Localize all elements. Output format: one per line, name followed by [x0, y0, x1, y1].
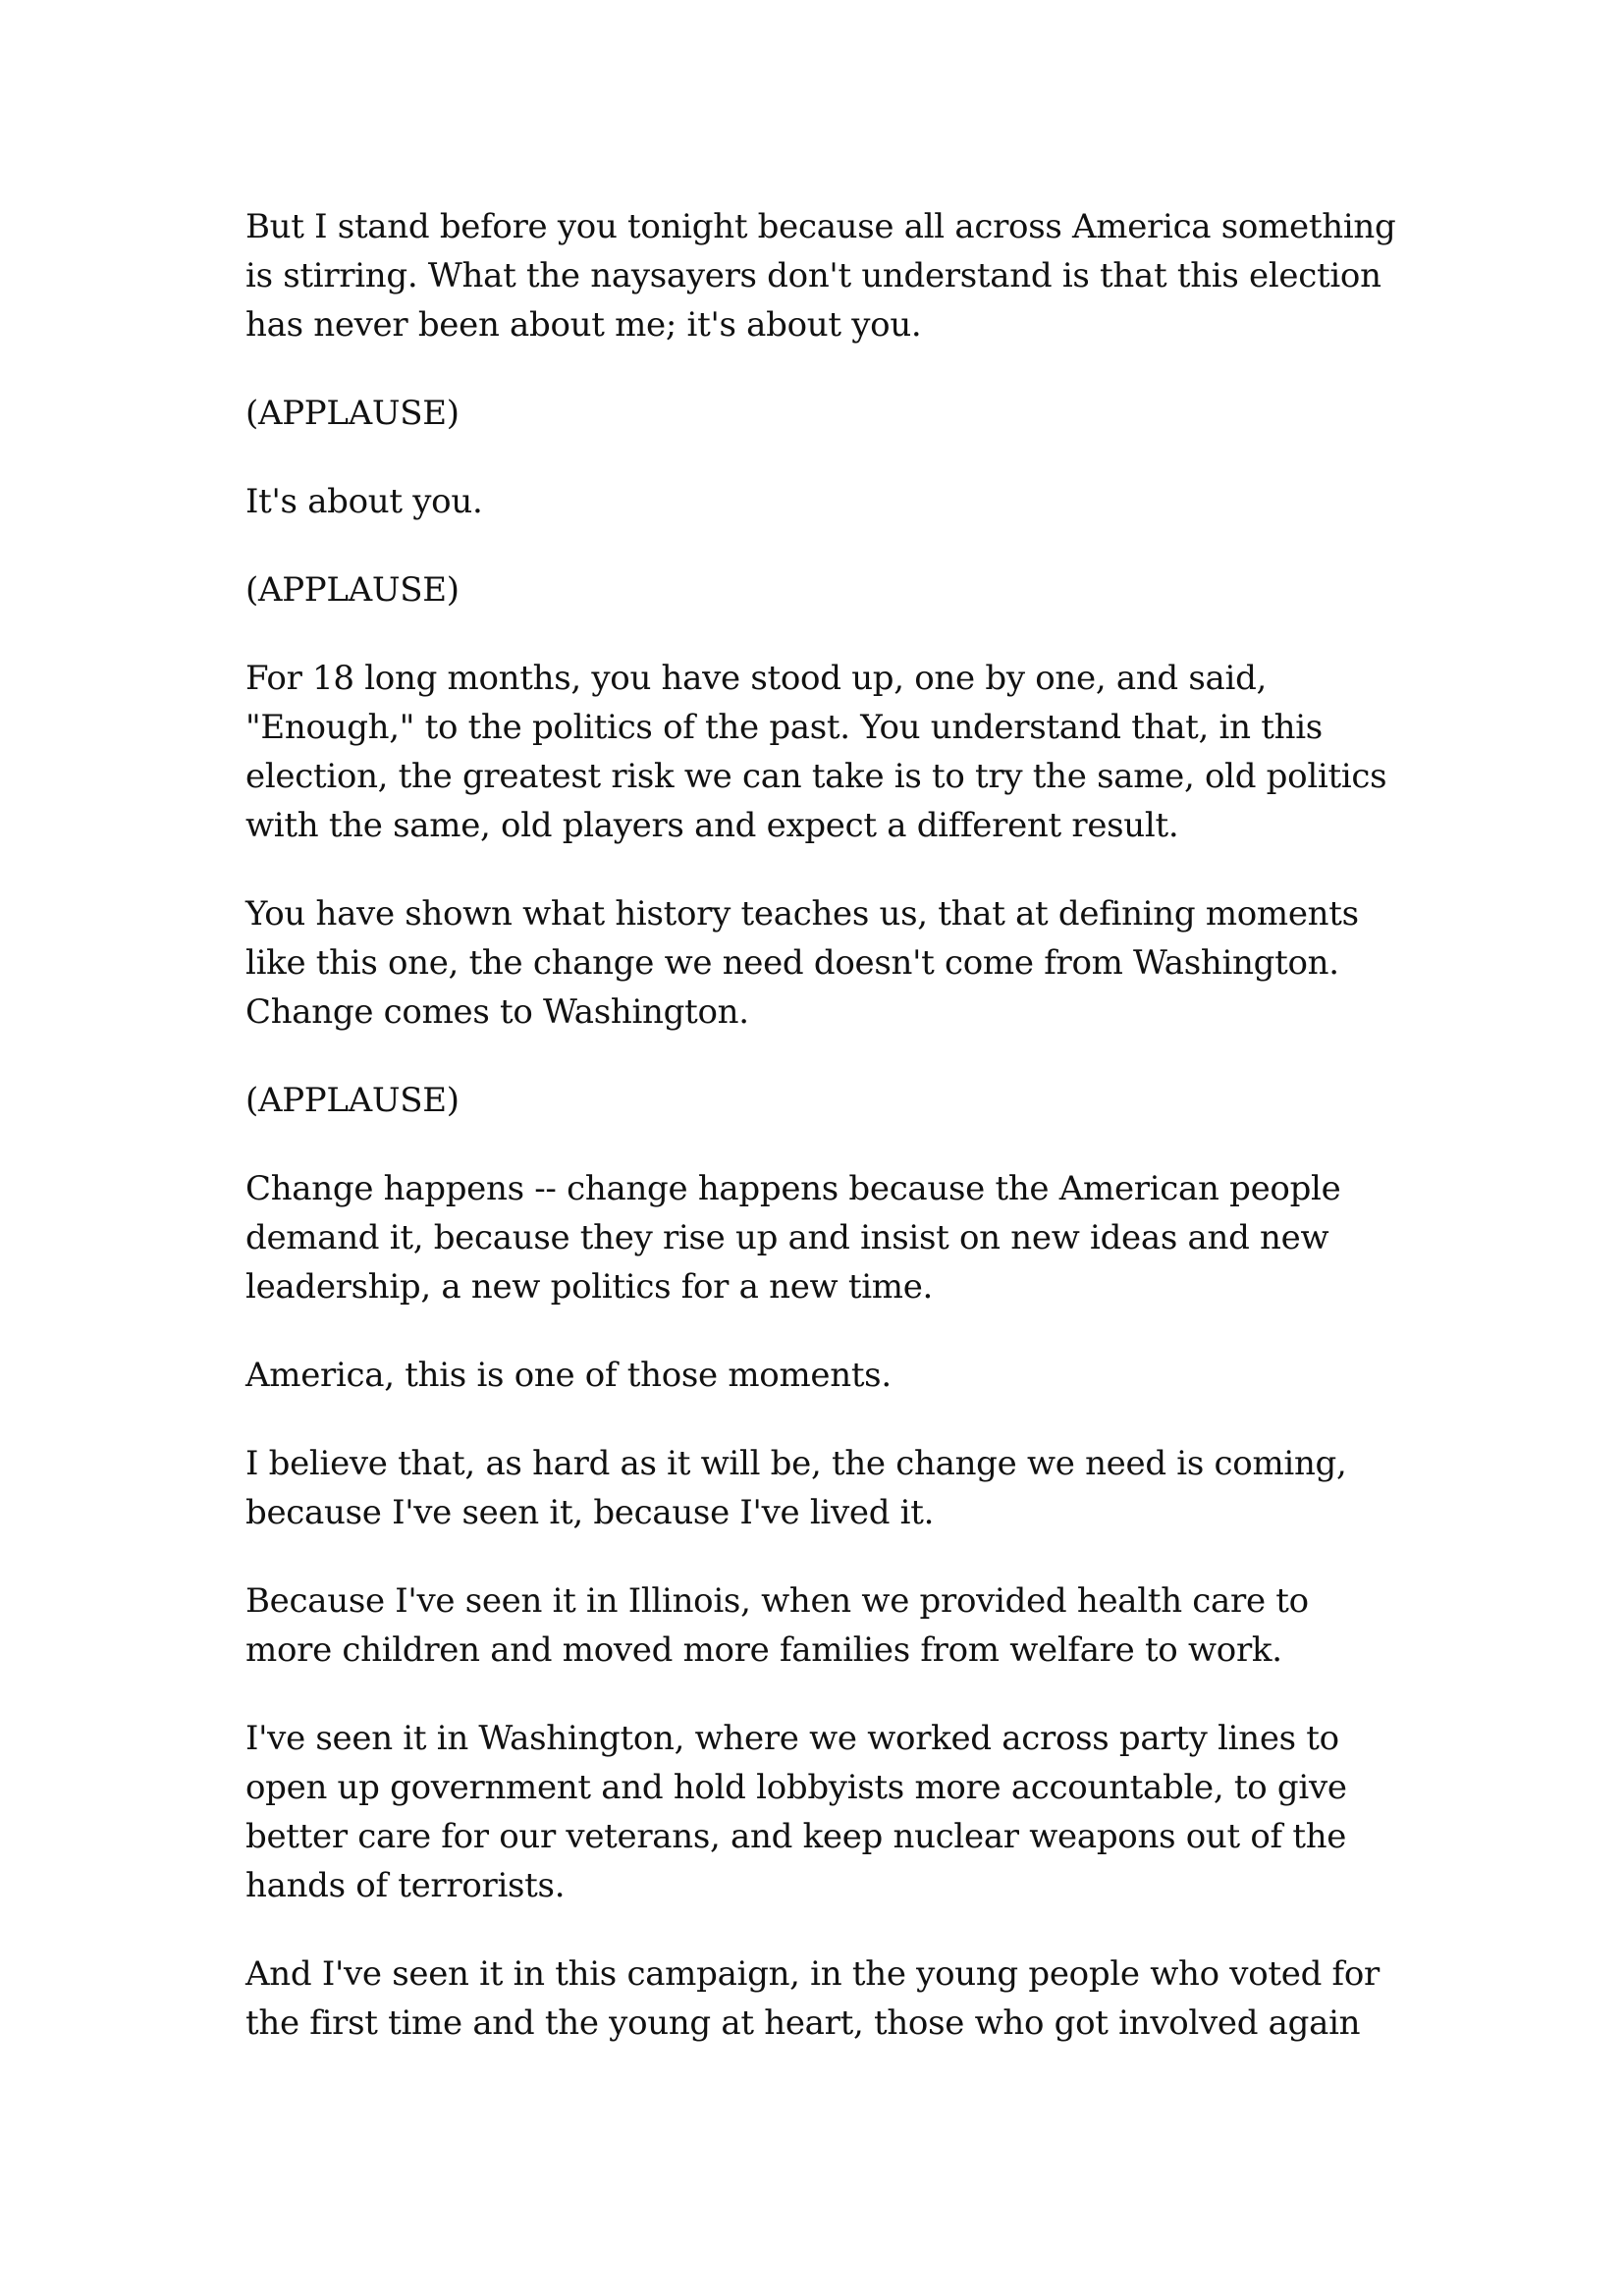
document-body [245, 202, 1404, 2087]
paragraph-8: Change happens -- change happens because the American people demand it, because they rise up and insist on new ideas and new leadership, a new politics for a new time. [245, 1169, 1341, 1307]
paragraph-6: You have shown what history teaches us, that at defining moments like this one, the change we need doesn't come from Washington. Change comes to Washington. [245, 894, 1359, 1032]
paragraph-4: (APPLAUSE) [245, 570, 460, 610]
paragraph-9: America, this is one of those moments. [245, 1356, 892, 1395]
paragraph-3: It's about you. [245, 482, 483, 521]
paragraph-13: And I've seen it in this campaign, in the young people who voted for the first time and the young at heart, those who got involved again [245, 1954, 1380, 2043]
paragraph-11: Because I've seen it in Illinois, when we provided health care to more children and moved more families from welfare to work. [245, 1581, 1309, 1670]
paragraph-2: (APPLAUSE) [245, 394, 460, 433]
paragraph-1: But I stand before you tonight because all across America something is stirring. What the naysayers don't understand is that this election has never been about me; it's about you. [245, 207, 1396, 345]
paragraph-7: (APPLAUSE) [245, 1081, 460, 1120]
paragraph-12: I've seen it in Washington, where we worked across party lines to open up government and hold lobbyists more accountable, to give better care for our veterans, and keep nuclear weapons out of the hands of terrorists. [245, 1719, 1347, 1905]
paragraph-10: I believe that, as hard as it will be, the change we need is coming, because I've seen it, because I've lived it. [245, 1444, 1347, 1532]
paragraph-5: For 18 long months, you have stood up, one by one, and said, "Enough," to the politics of the past. You understand that, in this election, the greatest risk we can take is to try the same, old politics with the same, old players and expect a different result. [245, 659, 1387, 845]
